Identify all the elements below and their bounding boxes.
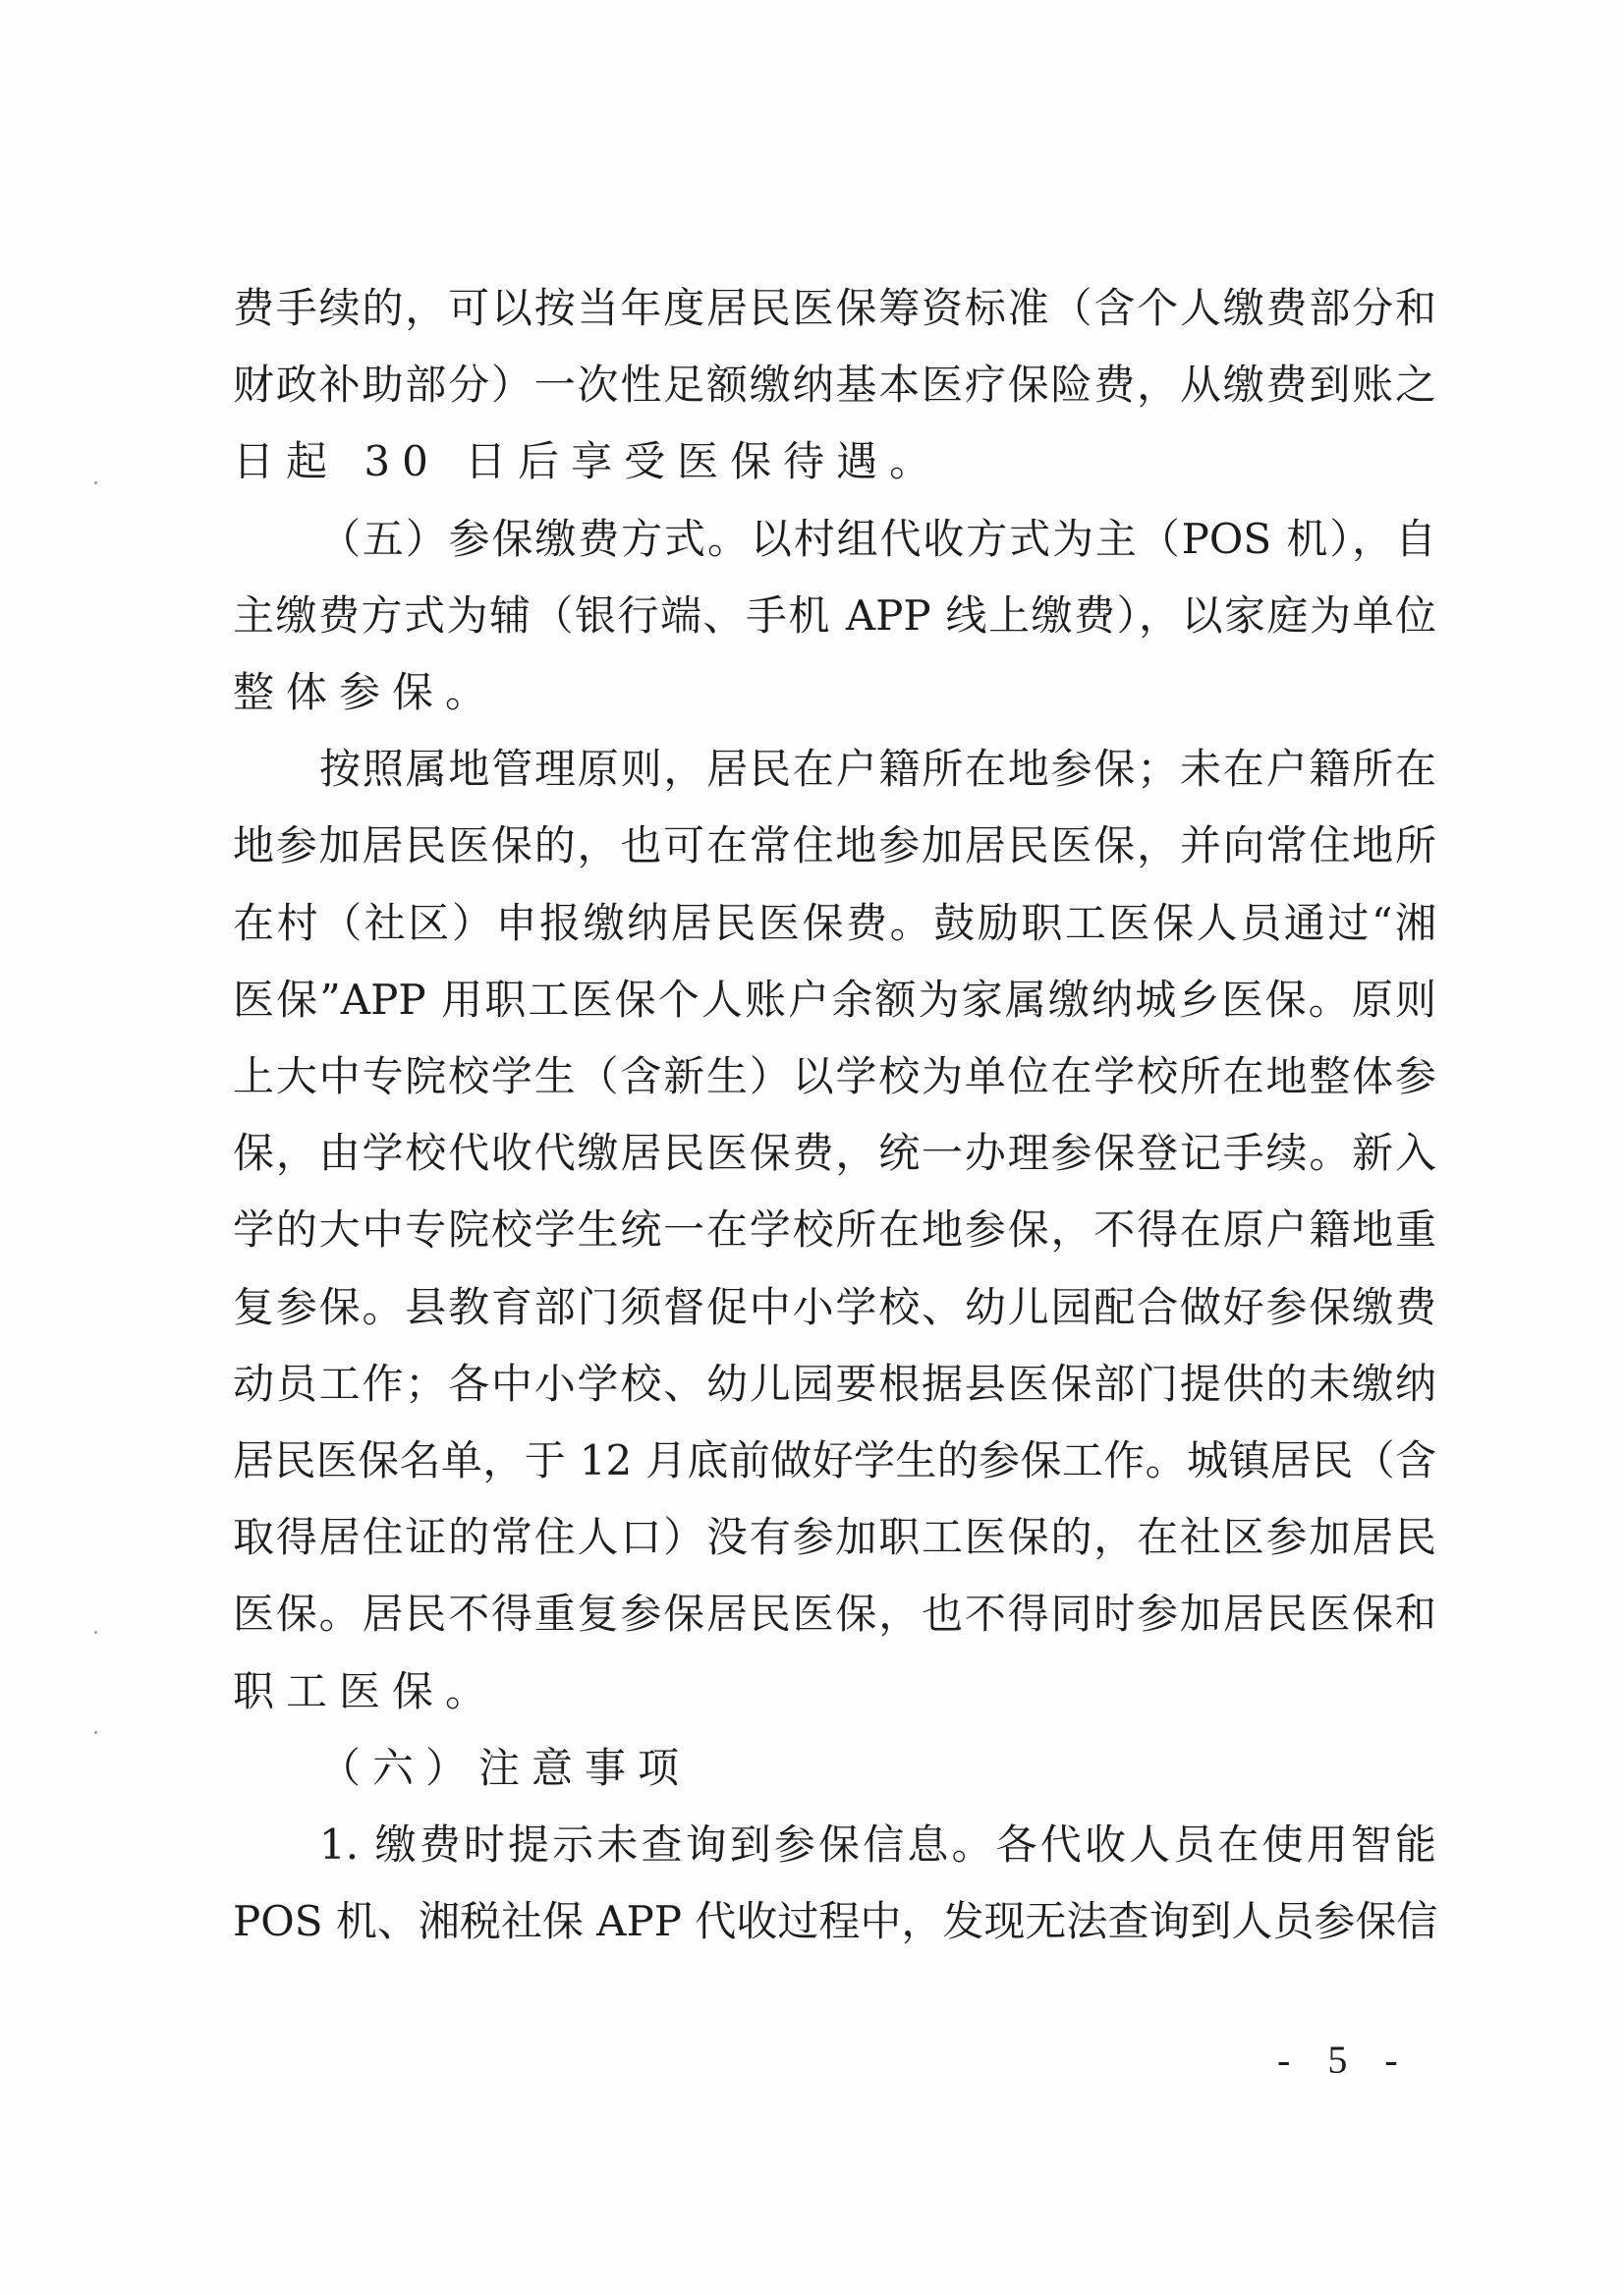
text-line: 医保。居民不得重复参保居民医保，也不得同时参加居民医保和 <box>233 1590 1436 1639</box>
text-line: 费手续的，可以按当年度居民医保筹资标准（含个人缴费部分和 <box>233 284 1436 332</box>
text-line: 复参保。县教育部门须督促中小学校、幼儿园配合做好参保缴费 <box>233 1282 1436 1331</box>
text-line: 地参加居民医保的，也可在常住地参加居民医保，并向常住地所 <box>233 821 1436 870</box>
text-line: 在村（社区）申报缴纳居民医保费。鼓励职工医保人员通过“湘 <box>233 898 1436 947</box>
text-line: 居民医保名单，于 12 月底前做好学生的参保工作。城镇居民（含 <box>233 1436 1436 1484</box>
text-line: 职工医保。 <box>233 1666 499 1715</box>
text-line: 主缴费方式为辅（银行端、手机 APP 线上缴费），以家庭为单位 <box>233 590 1436 640</box>
text-line: 上大中专院校学生（含新生）以学校为单位在学校所在地整体参 <box>233 1052 1436 1100</box>
text-line: 动员工作；各中小学校、幼儿园要根据县医保部门提供的未缴纳 <box>233 1359 1436 1408</box>
scan-speck <box>94 481 97 484</box>
text-line: （六）注意事项 <box>319 1743 692 1792</box>
text-line: 医保”APP 用职工医保个人账户余额为家属缴纳城乡医保。原则 <box>233 975 1436 1024</box>
text-line: （五）参保缴费方式。以村组代收方式为主（POS 机），自 <box>319 514 1436 563</box>
scan-speck <box>94 1631 97 1634</box>
text-line: 学的大中专院校学生统一在学校所在地参保，不得在原户籍地重 <box>233 1205 1436 1255</box>
text-line: 整体参保。 <box>233 668 499 716</box>
page-number: - 5 - <box>1277 2038 1412 2082</box>
text-line: 1. 缴费时提示未查询到参保信息。各代收人员在使用智能 <box>319 1820 1436 1869</box>
text-line: 保，由学校代收代缴居民医保费，统一办理参保登记手续。新入 <box>233 1129 1436 1178</box>
text-line: 日起 30 日后享受医保待遇。 <box>233 437 943 486</box>
text-line: 取得居住证的常住人口）没有参加职工医保的，在社区参加居民 <box>233 1513 1436 1562</box>
text-line: POS 机、湘税社保 APP 代收过程中，发现无法查询到人员参保信 <box>233 1897 1438 1946</box>
text-line: 按照属地管理原则，居民在户籍所在地参保；未在户籍所在 <box>319 745 1436 794</box>
scan-speck <box>94 1731 97 1734</box>
text-line: 财政补助部分）一次性足额缴纳基本医疗保险费，从缴费到账之 <box>233 361 1436 410</box>
